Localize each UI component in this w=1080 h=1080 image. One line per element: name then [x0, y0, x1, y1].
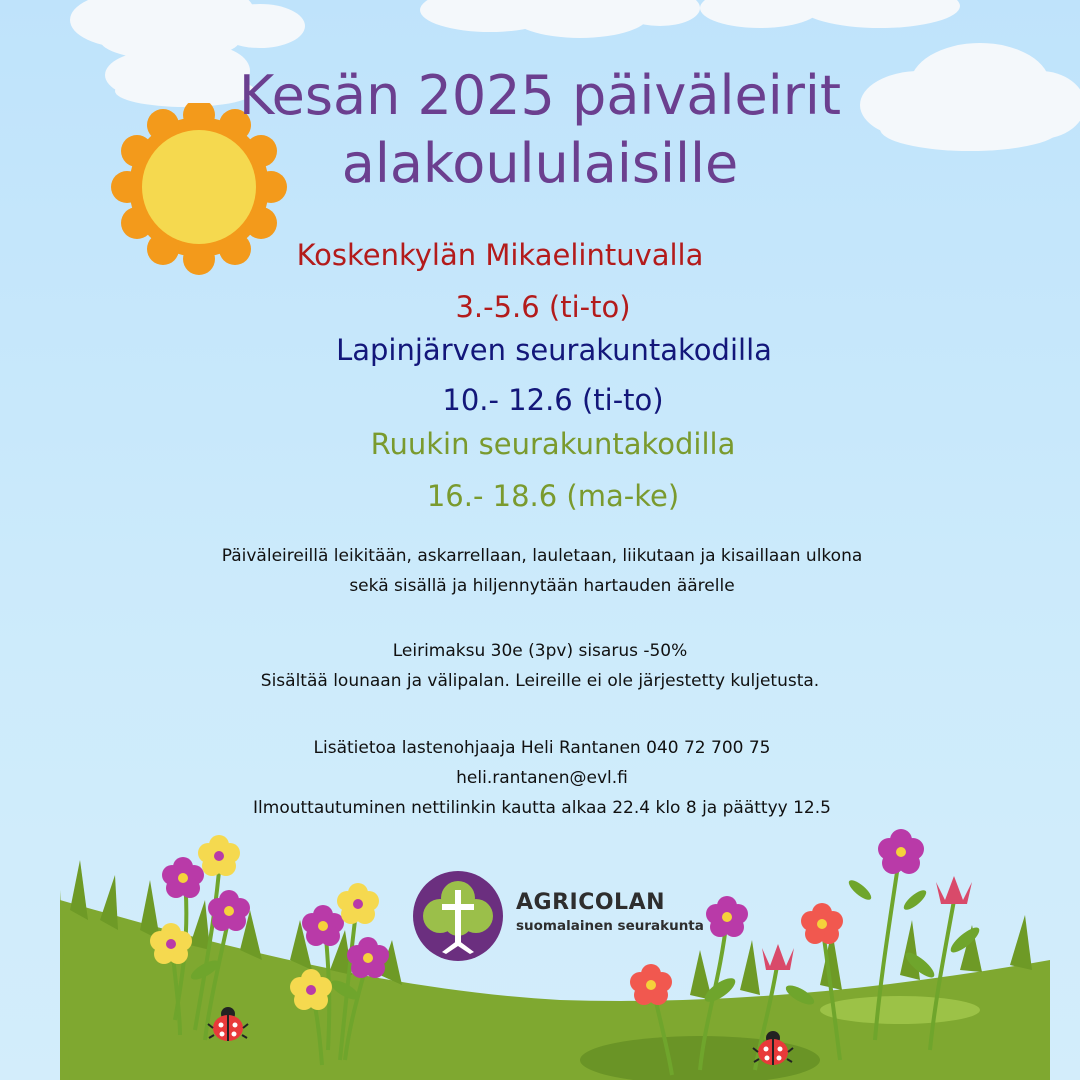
fee-info	[0, 636, 1080, 696]
camp-3-dates: 16.- 18.6 (ma-ke)	[426, 479, 680, 513]
description-line-2: sekä sisällä ja hiljennytään hartauden äärelle	[349, 576, 735, 596]
email-link[interactable]: heli.rantanen@evl.fi	[456, 768, 628, 788]
clover-cross-icon	[412, 870, 504, 962]
title-line-1: Kesän 2025 päiväleirit	[238, 64, 842, 127]
logo-name: AGRICOLAN	[516, 890, 666, 915]
camp-1-place: Koskenkylän Mikaelintuvalla	[296, 238, 704, 272]
poster-title	[0, 62, 1080, 198]
contact-line: Lisätietoa lastenohjaaja Heli Rantanen 040 72 700 75	[313, 738, 771, 758]
agricola-logo	[412, 870, 712, 960]
description-line-1: Päiväleireillä leikitään, askarrellaan, lauletaan, liikutaan ja kisaillaan ulkona	[221, 546, 863, 566]
camp-2-place: Lapinjärven seurakuntakodilla	[336, 333, 772, 367]
camp-1-dates: 3.-5.6 (ti-to)	[455, 290, 631, 324]
camp-3-place: Ruukin seurakuntakodilla	[370, 427, 736, 461]
camp-2-dates: 10.- 12.6 (ti-to)	[442, 383, 664, 417]
registration-line: Ilmouttautuminen nettilinkin kautta alkaa 22.4 klo 8 ja päättyy 12.5	[253, 798, 831, 818]
title-line-2: alakoululaisille	[341, 132, 739, 195]
contact-info	[2, 733, 1080, 823]
logo-subtitle: suomalainen seurakunta	[516, 918, 704, 934]
cloud-top-center	[420, 0, 700, 50]
fee-line: Leirimaksu 30e (3pv) sisarus -50%	[392, 641, 688, 661]
includes-line: Sisältää lounaan ja välipalan. Leireille ei ole järjestetty kuljetusta.	[260, 671, 820, 691]
description	[2, 541, 1080, 601]
